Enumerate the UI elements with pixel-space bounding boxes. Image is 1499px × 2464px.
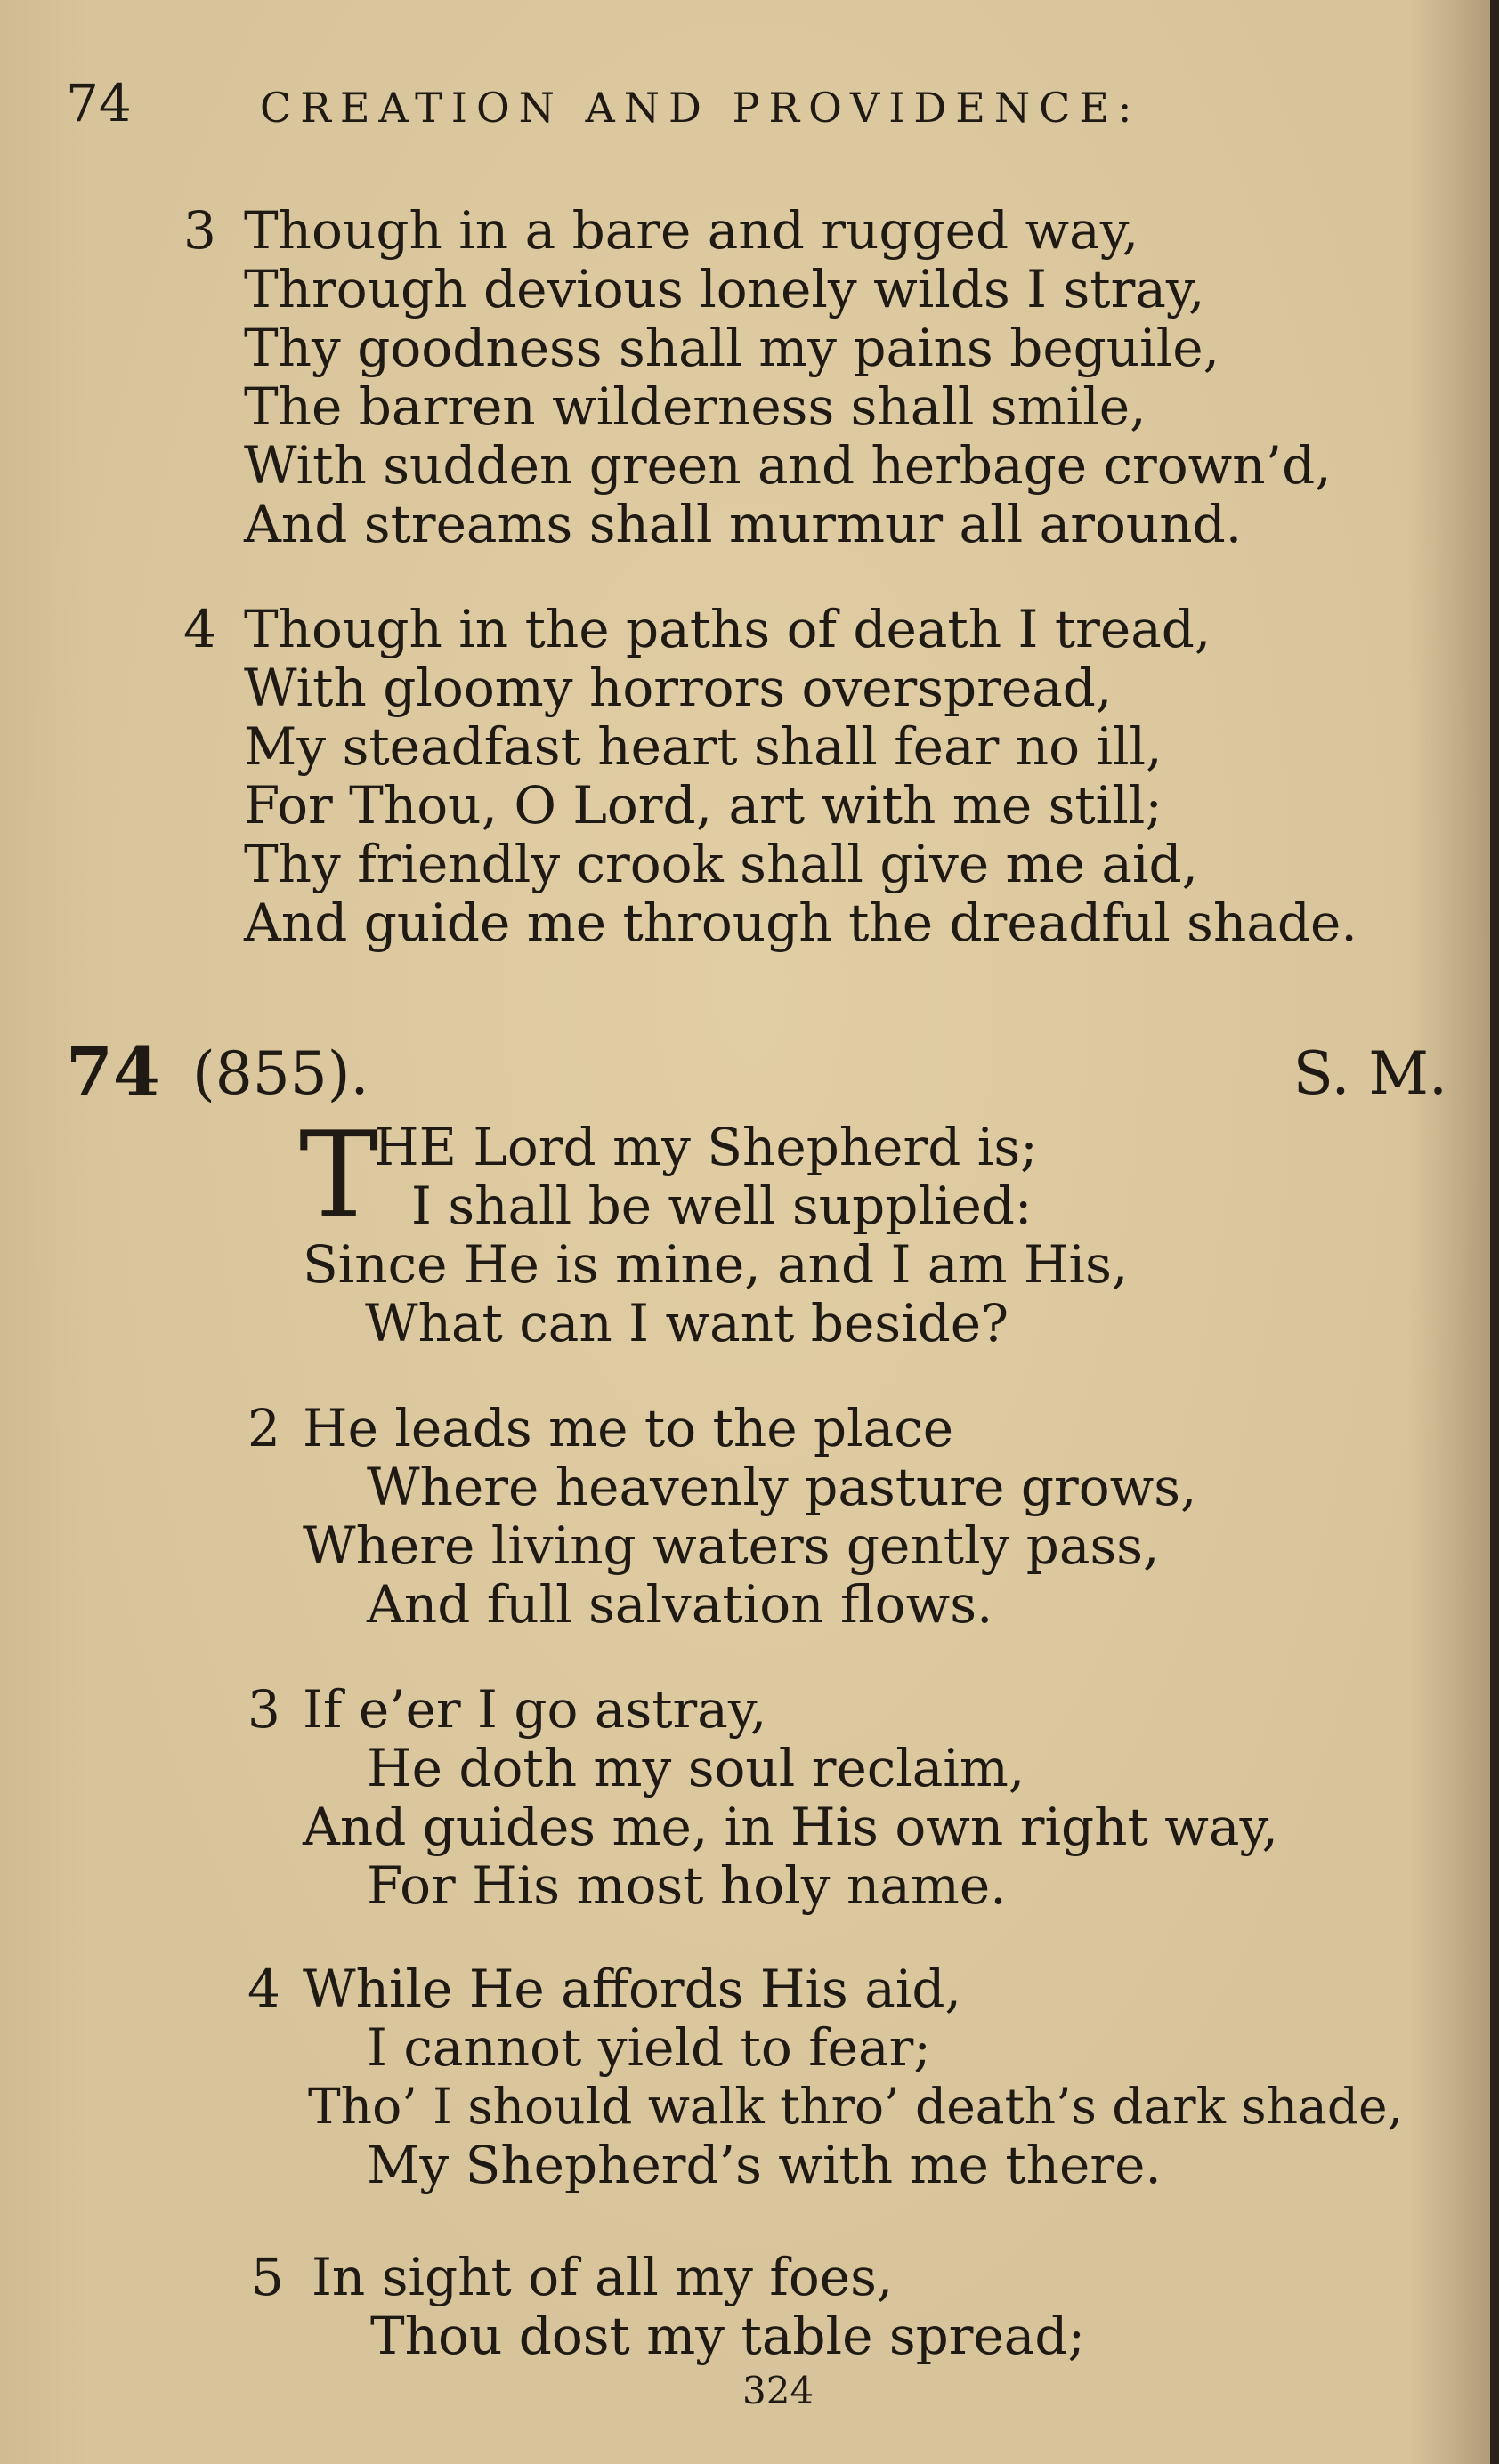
verse-line: Tho’ I should walk thro’ death’s dark shade, <box>308 2078 1404 2135</box>
verse-line: With gloomy horrors overspread, <box>244 658 1113 718</box>
verse-line: And full salvation flows. <box>367 1574 993 1635</box>
verse-line: With sudden green and herbage crown’d, <box>244 435 1332 496</box>
verse-line: My Shepherd’s with me there. <box>367 2135 1162 2195</box>
verse-line: My steadfast heart shall fear no ill, <box>244 716 1163 777</box>
meter-label: S. M. <box>1292 1039 1447 1108</box>
tune-reference: (855). <box>192 1039 369 1108</box>
verse-number: 3 <box>247 1679 280 1740</box>
verse-line: He leads me to the place <box>303 1398 954 1458</box>
verse-line: Through devious lonely wilds I stray, <box>244 259 1205 319</box>
verse-line: In sight of all my foes, <box>312 2247 894 2307</box>
verse-line: He doth my soul reclaim, <box>367 1738 1025 1798</box>
verse-line: And guide me through the dreadful shade. <box>244 893 1357 953</box>
verse-line: And streams shall murmur all around. <box>244 494 1243 554</box>
page-edge-shadow <box>1490 0 1499 2464</box>
verse-line: For His most holy name. <box>367 1855 1007 1916</box>
signature-number: 324 <box>742 2369 814 2412</box>
verse-number: 5 <box>251 2247 284 2307</box>
verse-line: For Thou, O Lord, art with me still; <box>244 775 1163 836</box>
verse-line: Thou dost my table spread; <box>370 2306 1086 2366</box>
running-header <box>66 73 1294 144</box>
verse-line: Though in the paths of death I tread, <box>244 599 1211 659</box>
verse-number: 3 <box>183 200 216 261</box>
verse-number: 4 <box>247 1959 280 2019</box>
hymn-number: 74 <box>66 1032 160 1111</box>
verse-line: Thy friendly crook shall give me aid, <box>244 834 1199 894</box>
verse-line: I shall be well supplied: <box>411 1175 1033 1236</box>
verse-line: While He affords His aid, <box>303 1959 961 2019</box>
verse-line: Though in a bare and rugged way, <box>244 200 1139 261</box>
verse-line: The barren wilderness shall smile, <box>244 376 1147 437</box>
verse-line: What can I want beside? <box>365 1293 1009 1353</box>
verse-line: Where living waters gently pass, <box>303 1515 1160 1576</box>
drop-cap: T <box>299 1106 379 1245</box>
verse-line: Since He is mine, and I am His, <box>303 1234 1129 1295</box>
running-title: CREATION AND PROVIDENCE: <box>260 84 1141 132</box>
verse-line: I cannot yield to fear; <box>367 2017 931 2078</box>
page-number: 74 <box>66 73 132 133</box>
verse-number: 4 <box>183 599 216 659</box>
verse-line: HE Lord my Shepherd is; <box>374 1117 1038 1177</box>
verse-line: And guides me, in His own right way, <box>303 1797 1278 1857</box>
verse-line: Where heavenly pasture grows, <box>367 1457 1197 1517</box>
verse-line: If e’er I go astray, <box>303 1679 767 1740</box>
verse-number: 2 <box>247 1398 280 1458</box>
verse-line: Thy goodness shall my pains beguile, <box>244 318 1220 378</box>
